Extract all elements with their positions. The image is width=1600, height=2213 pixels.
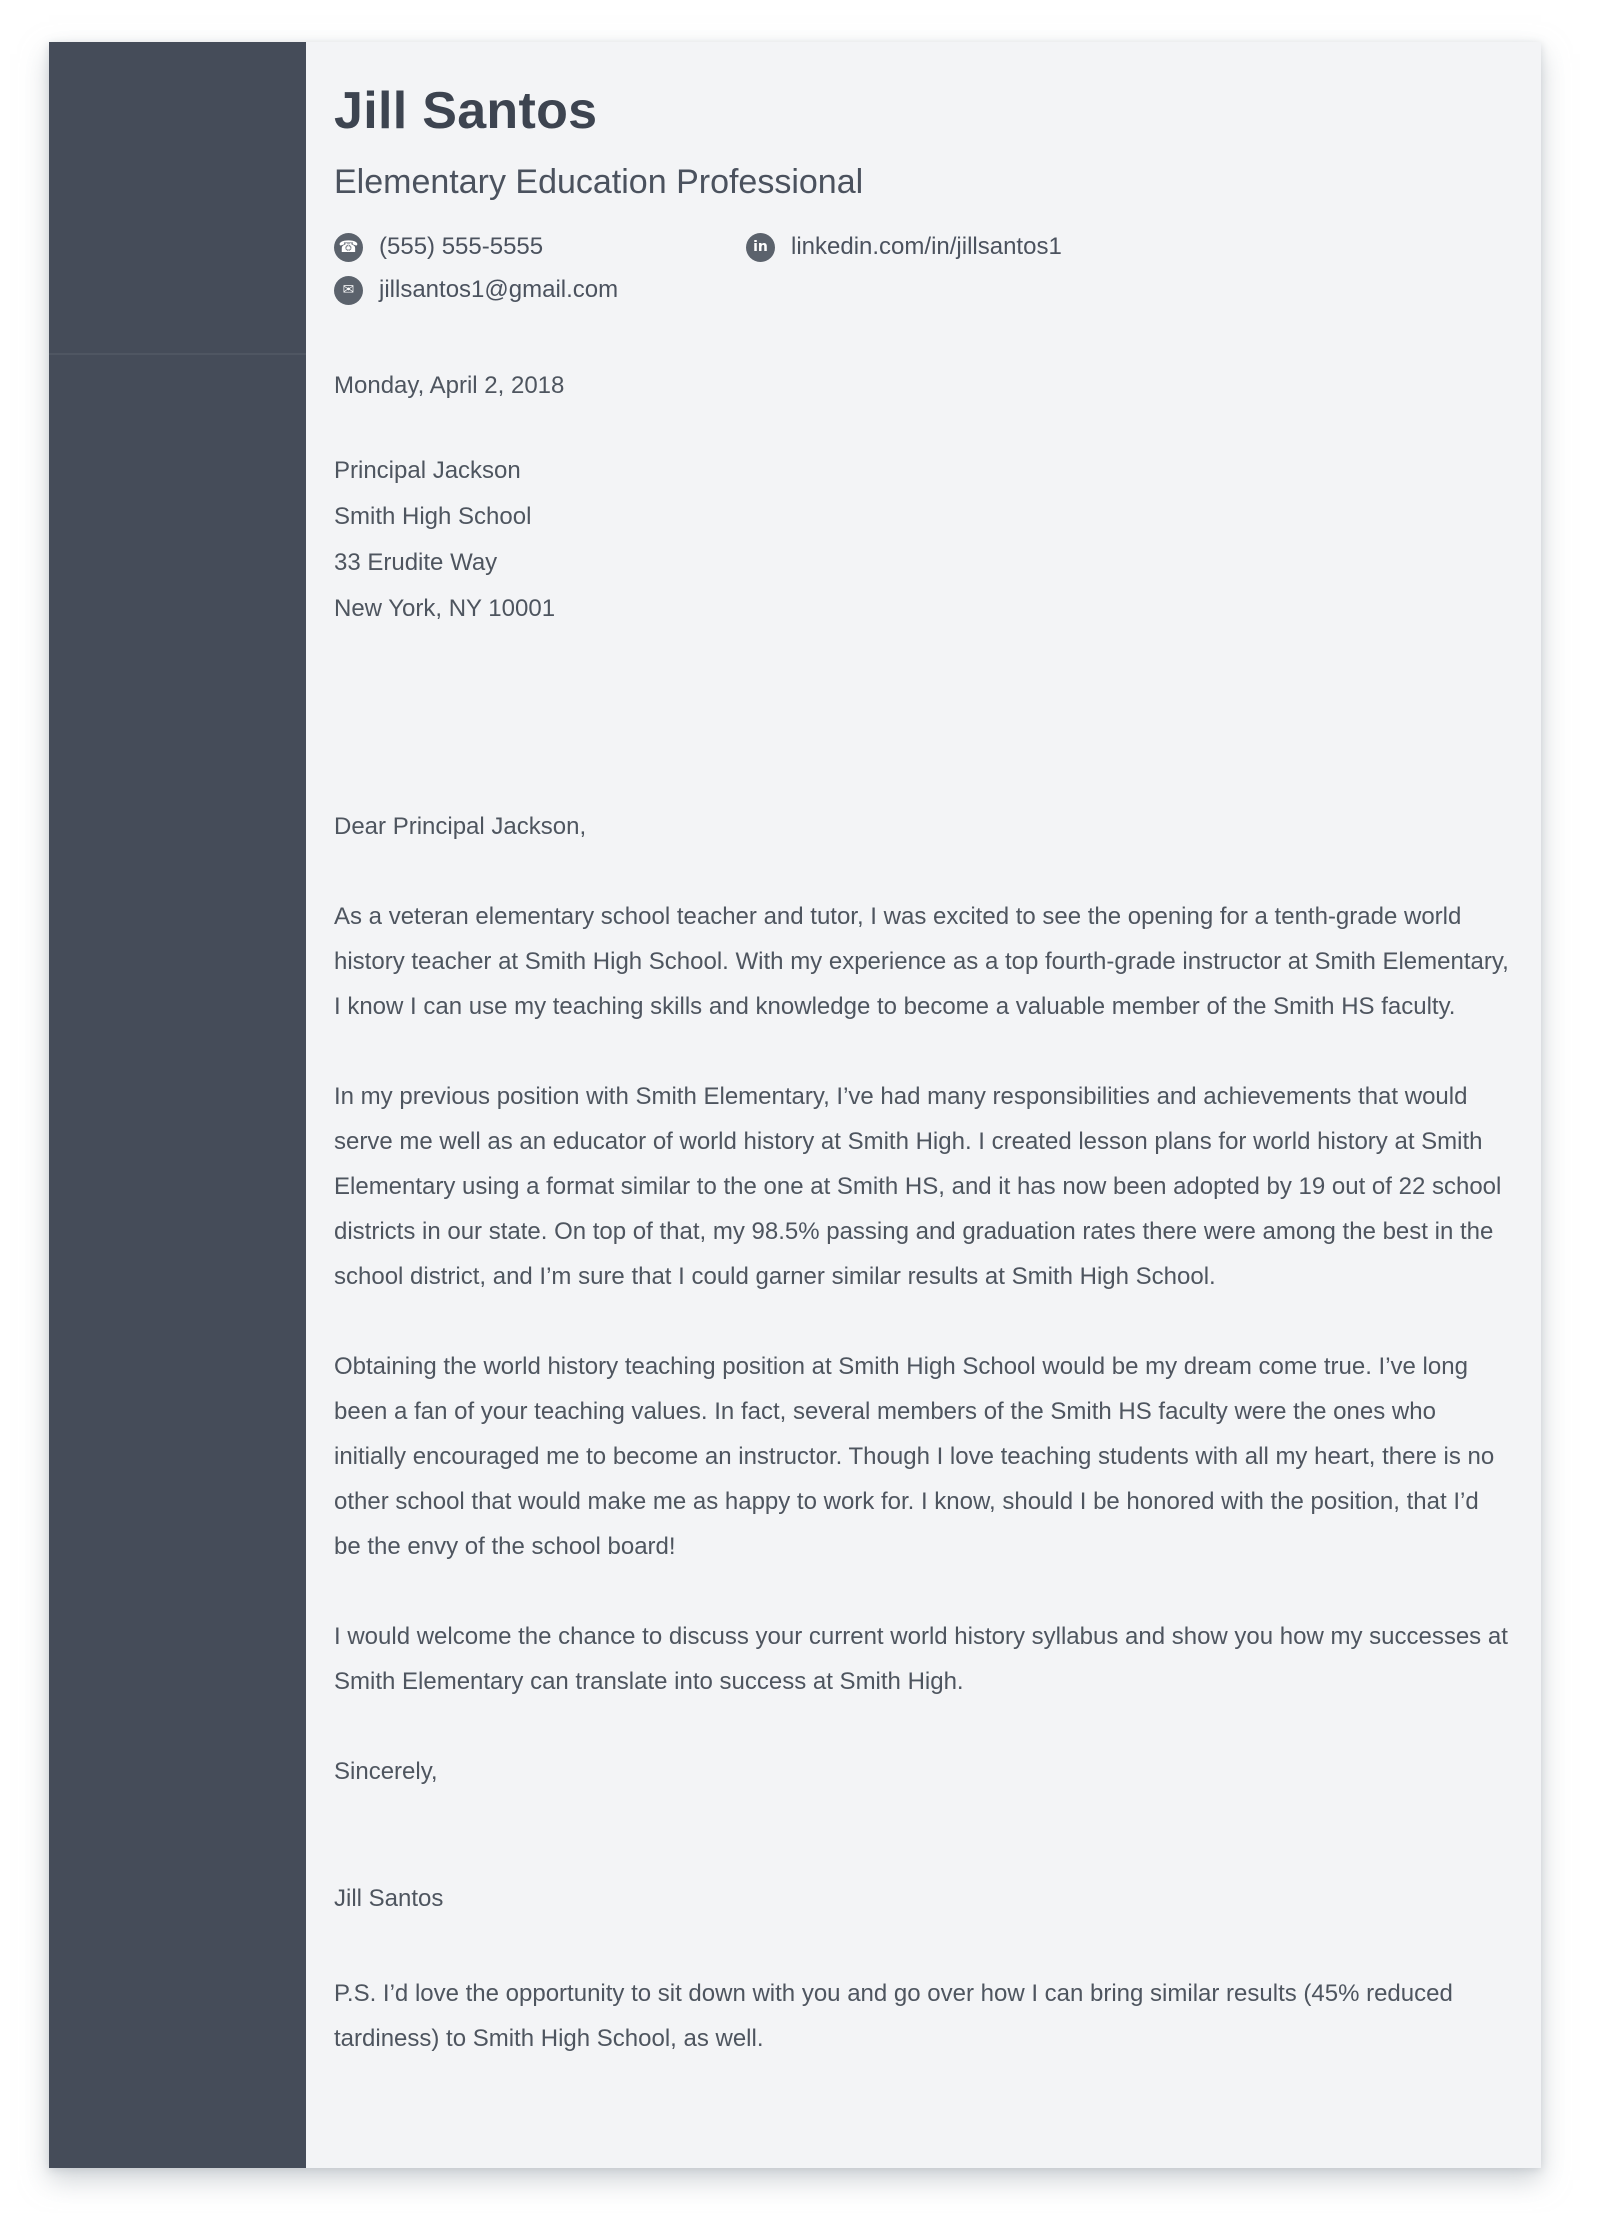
candidate-name: Jill Santos (334, 82, 598, 140)
recipient-name: Principal Jackson (334, 456, 521, 484)
recipient-city: New York, NY 10001 (334, 594, 556, 622)
letter-content (306, 42, 1541, 2168)
signature: Jill Santos (334, 1884, 444, 1912)
contact-phone (334, 233, 746, 262)
linkedin-icon: in (746, 233, 775, 262)
salutation: Dear Principal Jackson, (334, 812, 587, 840)
letter-date: Monday, April 2, 2018 (334, 371, 565, 399)
closing: Sincerely, (334, 1757, 438, 1785)
body-paragraph-2: In my previous position with Smith Elementary, I’ve had many responsibilities and achievements that would serve me well as an educator of world history at Smith High. I created lesson plans for world history at Smith Elementary using a format similar to the one at Smith HS, and it has now been adopted by 19 out of 22 school districts in our state. On top of that, my 98.5% passing and graduation rates there were among the best in the school district, and I’m sure that I could garner similar results at Smith High School. (334, 1082, 1502, 1290)
contact-linkedin (746, 233, 1062, 262)
sidebar (49, 42, 306, 2168)
recipient-school: Smith High School (334, 502, 532, 530)
phone-icon: ☎ (334, 233, 363, 262)
contact-email-text: jillsantos1@gmail.com (379, 276, 619, 304)
postscript: P.S. I’d love the opportunity to sit down with you and go over how I can bring similar results (45% reduced tardiness) to Smith High School, as well. (334, 1979, 1453, 2052)
email-icon: ✉ (334, 276, 363, 305)
contact-linkedin-text: linkedin.com/in/jillsantos1 (791, 233, 1062, 261)
candidate-title: Elementary Education Professional (334, 162, 864, 201)
contact-email (334, 276, 746, 305)
recipient-street: 33 Erudite Way (334, 548, 498, 576)
contact-phone-text: (555) 555-5555 (379, 233, 544, 261)
body-paragraph-4: I would welcome the chance to discuss your current world history syllabus and show you how my successes at Smith Elementary can translate into success at Smith High. (334, 1622, 1508, 1695)
contact-list (334, 233, 1501, 305)
body-paragraph-1: As a veteran elementary school teacher and tutor, I was excited to see the opening for a tenth-grade world history teacher at Smith High School. With my experience as a top fourth-grade instructor at Smith Elementary, I know I can use my teaching skills and knowledge to become a valuable member of the Smith HS faculty. (334, 902, 1509, 1020)
body-paragraph-3: Obtaining the world history teaching position at Smith High School would be my dream come true. I’ve long been a fan of your teaching values. In fact, several members of the Smith HS faculty were the ones who initially encouraged me to become an instructor. Though I love teaching students with all my heart, there is no other school that would make me as happy to work for. I know, should I be honored with the position, that I’d be the envy of the school board! (334, 1352, 1495, 1560)
letter-page (49, 42, 1541, 2168)
recipient-block (334, 448, 1501, 632)
sidebar-divider (49, 353, 306, 355)
